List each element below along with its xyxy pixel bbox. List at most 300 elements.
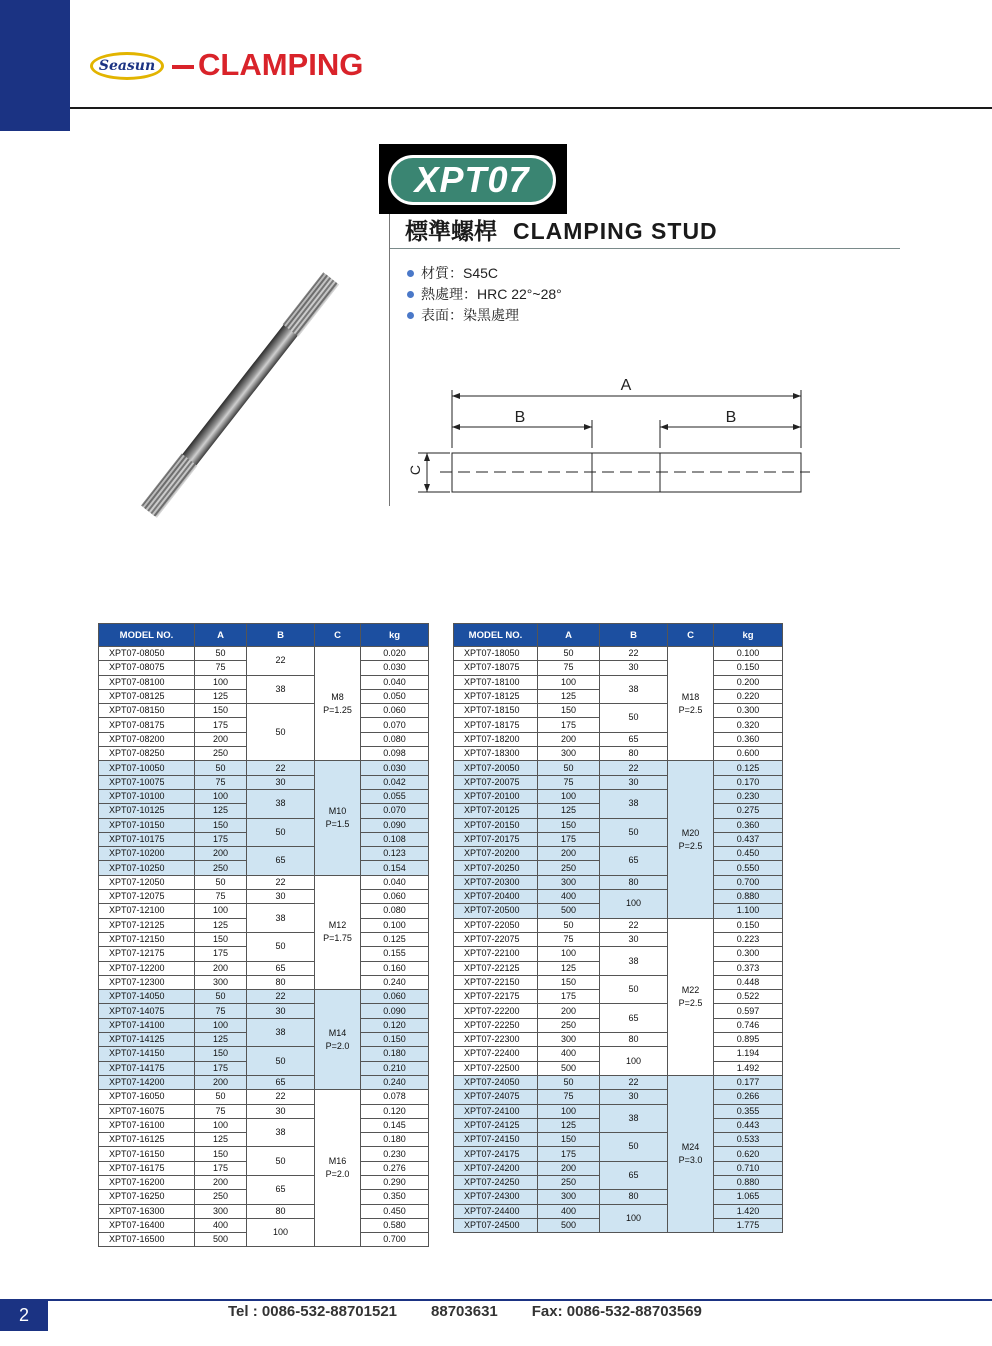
table-cell: 0.155 bbox=[361, 947, 429, 961]
table-cell: 50 bbox=[600, 818, 668, 847]
table-cell: 200 bbox=[195, 961, 247, 975]
table-cell: 0.450 bbox=[361, 1204, 429, 1218]
table-cell: 1.065 bbox=[714, 1190, 783, 1204]
table-cell: XPT07-20100 bbox=[454, 789, 538, 803]
table-header-cell: B bbox=[600, 624, 668, 647]
table-row bbox=[454, 947, 783, 961]
table-cell: XPT07-18200 bbox=[454, 732, 538, 746]
table-cell: 0.108 bbox=[361, 832, 429, 846]
table-cell: 0.230 bbox=[361, 1147, 429, 1161]
table-cell: 0.040 bbox=[361, 875, 429, 889]
table-cell: 0.042 bbox=[361, 775, 429, 789]
table-row bbox=[454, 1004, 783, 1018]
table-cell: XPT07-08075 bbox=[99, 661, 195, 675]
table-cell: M14 P=2.0 bbox=[315, 990, 361, 1090]
table-cell: 300 bbox=[538, 747, 600, 761]
table-cell: 250 bbox=[195, 861, 247, 875]
table-cell: 150 bbox=[538, 704, 600, 718]
table-cell: 0.597 bbox=[714, 1004, 783, 1018]
spec-list bbox=[407, 263, 562, 326]
table-cell: 0.060 bbox=[361, 990, 429, 1004]
table-cell: 50 bbox=[600, 704, 668, 733]
table-cell: 0.360 bbox=[714, 732, 783, 746]
table-cell: 65 bbox=[600, 1004, 668, 1033]
table-cell: 0.600 bbox=[714, 747, 783, 761]
table-cell: 400 bbox=[538, 890, 600, 904]
label-b-left: B bbox=[514, 409, 526, 426]
table-cell: 0.220 bbox=[714, 689, 783, 703]
table-cell: 300 bbox=[538, 1033, 600, 1047]
table-cell: 75 bbox=[538, 775, 600, 789]
table-cell: XPT07-16200 bbox=[99, 1175, 195, 1189]
table-cell: 0.276 bbox=[361, 1161, 429, 1175]
table-row bbox=[454, 1161, 783, 1175]
table-cell: 250 bbox=[538, 861, 600, 875]
table-row bbox=[99, 1047, 429, 1061]
table-cell: 1.775 bbox=[714, 1218, 783, 1232]
table-header-cell: kg bbox=[361, 624, 429, 647]
table-row bbox=[99, 1118, 429, 1132]
table-cell: 200 bbox=[195, 732, 247, 746]
table-cell: 38 bbox=[247, 904, 315, 933]
table-cell: XPT07-14150 bbox=[99, 1047, 195, 1061]
label-a: A bbox=[620, 377, 632, 394]
table-cell: 0.020 bbox=[361, 647, 429, 661]
table-cell: XPT07-20125 bbox=[454, 804, 538, 818]
table-row bbox=[99, 818, 429, 832]
table-cell: XPT07-20250 bbox=[454, 861, 538, 875]
table-cell: 75 bbox=[195, 1104, 247, 1118]
table-cell: 50 bbox=[247, 704, 315, 761]
table-cell: 0.123 bbox=[361, 847, 429, 861]
table-cell: XPT07-12125 bbox=[99, 918, 195, 932]
table-row bbox=[99, 990, 429, 1004]
table-cell: 75 bbox=[538, 932, 600, 946]
table-cell: 0.125 bbox=[361, 932, 429, 946]
table-cell: 0.443 bbox=[714, 1118, 783, 1132]
table-cell: M10 P=1.5 bbox=[315, 761, 361, 875]
table-cell: 0.154 bbox=[361, 861, 429, 875]
table-cell: XPT07-16125 bbox=[99, 1133, 195, 1147]
table-cell: XPT07-12200 bbox=[99, 961, 195, 975]
table-cell: XPT07-12300 bbox=[99, 975, 195, 989]
table-cell: 0.150 bbox=[361, 1033, 429, 1047]
table-cell: 0.240 bbox=[361, 975, 429, 989]
table-cell: 100 bbox=[600, 1047, 668, 1076]
table-cell: XPT07-16150 bbox=[99, 1147, 195, 1161]
table-cell: 300 bbox=[538, 1190, 600, 1204]
table-cell: 150 bbox=[195, 1147, 247, 1161]
table-cell: 400 bbox=[195, 1218, 247, 1232]
table-cell: 30 bbox=[600, 1090, 668, 1104]
table-cell: 65 bbox=[247, 1175, 315, 1204]
table-cell: XPT07-20075 bbox=[454, 775, 538, 789]
table-cell: XPT07-12100 bbox=[99, 904, 195, 918]
table-cell: 50 bbox=[538, 1075, 600, 1089]
table-cell: 200 bbox=[538, 1161, 600, 1175]
table-cell: XPT07-22500 bbox=[454, 1061, 538, 1075]
table-row bbox=[99, 904, 429, 918]
table-cell: 0.080 bbox=[361, 904, 429, 918]
table-cell: 75 bbox=[195, 661, 247, 675]
table-cell: 0.448 bbox=[714, 975, 783, 989]
footer-rule bbox=[0, 1299, 992, 1301]
table-cell: 30 bbox=[247, 1104, 315, 1118]
table-cell: 250 bbox=[195, 1190, 247, 1204]
table-cell: XPT07-24200 bbox=[454, 1161, 538, 1175]
table-header-cell: C bbox=[668, 624, 714, 647]
table-cell: 0.895 bbox=[714, 1033, 783, 1047]
table-cell: 200 bbox=[538, 847, 600, 861]
table-row bbox=[99, 847, 429, 861]
table-cell: M22 P=2.5 bbox=[668, 918, 714, 1075]
spec-table-right bbox=[453, 623, 783, 1233]
table-cell: XPT07-20500 bbox=[454, 904, 538, 918]
table-cell: 150 bbox=[538, 975, 600, 989]
table-cell: XPT07-24175 bbox=[454, 1147, 538, 1161]
table-row bbox=[454, 1190, 783, 1204]
table-cell: 0.290 bbox=[361, 1175, 429, 1189]
table-row bbox=[99, 675, 429, 689]
table-cell: XPT07-22075 bbox=[454, 932, 538, 946]
table-cell: 100 bbox=[195, 1118, 247, 1132]
table-cell: 400 bbox=[538, 1204, 600, 1218]
table-cell: 0.100 bbox=[714, 647, 783, 661]
table-cell: XPT07-24050 bbox=[454, 1075, 538, 1089]
table-cell: 75 bbox=[195, 890, 247, 904]
table-cell: 65 bbox=[600, 1161, 668, 1190]
table-cell: 150 bbox=[538, 1133, 600, 1147]
table-cell: 50 bbox=[195, 990, 247, 1004]
table-row bbox=[99, 789, 429, 803]
table-cell: XPT07-08175 bbox=[99, 718, 195, 732]
table-cell: 100 bbox=[538, 789, 600, 803]
fax: Fax: 0086-532-88703569 bbox=[531, 1303, 702, 1320]
table-cell: 125 bbox=[538, 1118, 600, 1132]
table-cell: XPT07-10100 bbox=[99, 789, 195, 803]
table-cell: XPT07-16100 bbox=[99, 1118, 195, 1132]
table-row bbox=[99, 761, 429, 775]
stud-photo bbox=[95, 250, 375, 540]
table-cell: 50 bbox=[195, 761, 247, 775]
table-cell: XPT07-10175 bbox=[99, 832, 195, 846]
table-cell: 0.120 bbox=[361, 1018, 429, 1032]
table-cell: 30 bbox=[600, 932, 668, 946]
table-cell: 0.880 bbox=[714, 1175, 783, 1189]
table-cell: XPT07-18175 bbox=[454, 718, 538, 732]
table-cell: 0.150 bbox=[714, 661, 783, 675]
table-cell: 0.437 bbox=[714, 832, 783, 846]
table-cell: 0.090 bbox=[361, 818, 429, 832]
table-cell: 150 bbox=[538, 818, 600, 832]
table-cell: XPT07-18100 bbox=[454, 675, 538, 689]
table-row bbox=[99, 1175, 429, 1189]
table-cell: 0.300 bbox=[714, 947, 783, 961]
table-row bbox=[454, 732, 783, 746]
dimension-drawing bbox=[400, 370, 820, 505]
table-cell: XPT07-20175 bbox=[454, 832, 538, 846]
table-cell: XPT07-18150 bbox=[454, 704, 538, 718]
model-code: XPT07 bbox=[414, 159, 530, 200]
table-cell: XPT07-12075 bbox=[99, 890, 195, 904]
table-cell: 22 bbox=[247, 647, 315, 676]
table-cell: 38 bbox=[247, 675, 315, 704]
table-row bbox=[99, 775, 429, 789]
title-en: CLAMPING STUD bbox=[513, 218, 718, 244]
table-cell: 300 bbox=[195, 975, 247, 989]
table-cell: XPT07-14200 bbox=[99, 1075, 195, 1089]
table-cell: 0.070 bbox=[361, 718, 429, 732]
table-cell: 65 bbox=[247, 1075, 315, 1089]
bullet-icon bbox=[407, 270, 414, 277]
table-cell: 0.300 bbox=[714, 704, 783, 718]
table-cell: 30 bbox=[600, 661, 668, 675]
table-cell: 0.170 bbox=[714, 775, 783, 789]
table-cell: XPT07-18300 bbox=[454, 747, 538, 761]
table-cell: XPT07-10200 bbox=[99, 847, 195, 861]
table-cell: 38 bbox=[600, 789, 668, 818]
tel-2: 88703631 bbox=[431, 1303, 498, 1320]
table-row bbox=[454, 761, 783, 775]
table-cell: 80 bbox=[600, 1190, 668, 1204]
table-cell: 0.090 bbox=[361, 1004, 429, 1018]
table-cell: 150 bbox=[195, 818, 247, 832]
table-cell: 0.373 bbox=[714, 961, 783, 975]
table-row bbox=[454, 704, 783, 718]
table-row bbox=[99, 1147, 429, 1161]
table-cell: 75 bbox=[195, 1004, 247, 1018]
table-cell: M20 P=2.5 bbox=[668, 761, 714, 918]
table-cell: 80 bbox=[600, 747, 668, 761]
table-cell: 125 bbox=[195, 918, 247, 932]
corner-block bbox=[0, 0, 70, 131]
table-cell: 50 bbox=[600, 975, 668, 1004]
table-cell: XPT07-12150 bbox=[99, 932, 195, 946]
table-cell: XPT07-22250 bbox=[454, 1018, 538, 1032]
table-cell: XPT07-14050 bbox=[99, 990, 195, 1004]
table-cell: XPT07-22125 bbox=[454, 961, 538, 975]
table-cell: 50 bbox=[538, 761, 600, 775]
table-cell: 200 bbox=[195, 1075, 247, 1089]
brand-logo bbox=[90, 52, 164, 80]
table-cell: 0.533 bbox=[714, 1133, 783, 1147]
table-cell: 1.100 bbox=[714, 904, 783, 918]
table-row bbox=[99, 1218, 429, 1232]
table-cell: 22 bbox=[247, 875, 315, 889]
table-cell: 1.194 bbox=[714, 1047, 783, 1061]
table-cell: 0.266 bbox=[714, 1090, 783, 1104]
table-cell: 200 bbox=[195, 1175, 247, 1189]
table-cell: XPT07-20200 bbox=[454, 847, 538, 861]
table-cell: 175 bbox=[538, 718, 600, 732]
table-cell: 175 bbox=[195, 832, 247, 846]
table-row bbox=[454, 890, 783, 904]
brand-dash bbox=[172, 65, 194, 69]
model-badge bbox=[388, 155, 556, 205]
table-cell: 200 bbox=[195, 847, 247, 861]
table-cell: 300 bbox=[195, 1204, 247, 1218]
table-cell: 0.240 bbox=[361, 1075, 429, 1089]
table-cell: 0.210 bbox=[361, 1061, 429, 1075]
table-cell: 0.580 bbox=[361, 1218, 429, 1232]
table-row bbox=[454, 1204, 783, 1218]
page-number: 2 bbox=[0, 1299, 48, 1331]
table-row bbox=[454, 1033, 783, 1047]
table-cell: XPT07-22200 bbox=[454, 1004, 538, 1018]
table-cell: 100 bbox=[195, 675, 247, 689]
table-cell: 30 bbox=[600, 775, 668, 789]
table-cell: 0.275 bbox=[714, 804, 783, 818]
table-cell: XPT07-12050 bbox=[99, 875, 195, 889]
table-cell: 38 bbox=[600, 1104, 668, 1133]
table-cell: 22 bbox=[600, 1075, 668, 1089]
table-row bbox=[454, 675, 783, 689]
table-cell: XPT07-12175 bbox=[99, 947, 195, 961]
table-row bbox=[454, 747, 783, 761]
table-row bbox=[99, 890, 429, 904]
table-cell: 0.100 bbox=[361, 918, 429, 932]
table-cell: 75 bbox=[538, 661, 600, 675]
table-cell: XPT07-10125 bbox=[99, 804, 195, 818]
table-header-cell: C bbox=[315, 624, 361, 647]
table-cell: 0.080 bbox=[361, 732, 429, 746]
table-cell: XPT07-16050 bbox=[99, 1090, 195, 1104]
table-cell: 500 bbox=[195, 1233, 247, 1247]
table-cell: 50 bbox=[247, 1047, 315, 1076]
table-cell: 0.030 bbox=[361, 761, 429, 775]
table-cell: XPT07-18125 bbox=[454, 689, 538, 703]
table-cell: M16 P=2.0 bbox=[315, 1090, 361, 1247]
table-cell: M18 P=2.5 bbox=[668, 647, 714, 761]
table-cell: 0.078 bbox=[361, 1090, 429, 1104]
table-cell: 100 bbox=[538, 1104, 600, 1118]
table-cell: XPT07-16175 bbox=[99, 1161, 195, 1175]
table-cell: 50 bbox=[600, 1133, 668, 1162]
table-cell: 0.030 bbox=[361, 661, 429, 675]
table-cell: 175 bbox=[195, 947, 247, 961]
table-cell: 175 bbox=[195, 718, 247, 732]
table-cell: 0.177 bbox=[714, 1075, 783, 1089]
table-cell: 125 bbox=[538, 689, 600, 703]
logo-text: Seasun bbox=[98, 58, 156, 74]
table-cell: 80 bbox=[600, 1033, 668, 1047]
spec-item: 材質：S45C bbox=[407, 263, 562, 284]
table-cell: XPT07-22400 bbox=[454, 1047, 538, 1061]
table-cell: 30 bbox=[247, 775, 315, 789]
table-cell: 100 bbox=[538, 947, 600, 961]
table-cell: 22 bbox=[600, 647, 668, 661]
table-cell: XPT07-16500 bbox=[99, 1233, 195, 1247]
table-row bbox=[99, 1090, 429, 1104]
table-cell: XPT07-18050 bbox=[454, 647, 538, 661]
table-cell: XPT07-24500 bbox=[454, 1218, 538, 1232]
table-cell: XPT07-08050 bbox=[99, 647, 195, 661]
table-cell: 0.710 bbox=[714, 1161, 783, 1175]
table-cell: 0.180 bbox=[361, 1047, 429, 1061]
table-row bbox=[99, 704, 429, 718]
table-cell: XPT07-18075 bbox=[454, 661, 538, 675]
table-cell: 0.180 bbox=[361, 1133, 429, 1147]
table-row bbox=[99, 1075, 429, 1089]
table-cell: XPT07-16075 bbox=[99, 1104, 195, 1118]
table-cell: 0.700 bbox=[361, 1233, 429, 1247]
table-cell: XPT07-10050 bbox=[99, 761, 195, 775]
table-header-cell: MODEL NO. bbox=[99, 624, 195, 647]
table-row bbox=[454, 818, 783, 832]
table-cell: XPT07-16300 bbox=[99, 1204, 195, 1218]
table-cell: XPT07-08125 bbox=[99, 689, 195, 703]
table-cell: XPT07-20150 bbox=[454, 818, 538, 832]
table-cell: XPT07-22150 bbox=[454, 975, 538, 989]
table-cell: XPT07-16400 bbox=[99, 1218, 195, 1232]
table-cell: 125 bbox=[538, 961, 600, 975]
spec-table-left bbox=[98, 623, 429, 1247]
title-cn: 標準螺桿 bbox=[405, 218, 497, 244]
table-cell: M8 P=1.25 bbox=[315, 647, 361, 761]
table-cell: 150 bbox=[195, 1047, 247, 1061]
table-row bbox=[99, 1104, 429, 1118]
table-row bbox=[99, 1018, 429, 1032]
table-cell: 100 bbox=[195, 904, 247, 918]
table-header-cell: B bbox=[247, 624, 315, 647]
table-cell: 0.880 bbox=[714, 890, 783, 904]
table-cell: 50 bbox=[247, 818, 315, 847]
table-cell: XPT07-22100 bbox=[454, 947, 538, 961]
table-row bbox=[454, 1047, 783, 1061]
bullet-icon bbox=[407, 291, 414, 298]
table-cell: 500 bbox=[538, 1061, 600, 1075]
table-cell: 400 bbox=[538, 1047, 600, 1061]
table-cell: 100 bbox=[538, 675, 600, 689]
table-header-cell: A bbox=[538, 624, 600, 647]
title-rule bbox=[390, 248, 900, 249]
table-cell: 175 bbox=[538, 1147, 600, 1161]
table-row bbox=[99, 875, 429, 889]
table-header-cell: A bbox=[195, 624, 247, 647]
table-cell: 75 bbox=[195, 775, 247, 789]
table-cell: 125 bbox=[195, 689, 247, 703]
divider-rule bbox=[389, 214, 390, 506]
bullet-icon bbox=[407, 312, 414, 319]
table-cell: 150 bbox=[195, 932, 247, 946]
table-row bbox=[99, 1004, 429, 1018]
table-cell: 0.160 bbox=[361, 961, 429, 975]
table-cell: XPT07-24250 bbox=[454, 1175, 538, 1189]
table-cell: 50 bbox=[195, 1090, 247, 1104]
table-cell: 65 bbox=[247, 847, 315, 876]
table-cell: 65 bbox=[600, 847, 668, 876]
table-cell: 100 bbox=[600, 1204, 668, 1233]
table-cell: M12 P=1.75 bbox=[315, 875, 361, 989]
table-cell: XPT07-20050 bbox=[454, 761, 538, 775]
table-cell: XPT07-14125 bbox=[99, 1033, 195, 1047]
table-cell: 0.360 bbox=[714, 818, 783, 832]
table-row bbox=[454, 847, 783, 861]
table-cell: 0.055 bbox=[361, 789, 429, 803]
table-cell: 0.522 bbox=[714, 990, 783, 1004]
table-cell: XPT07-20300 bbox=[454, 875, 538, 889]
table-cell: XPT07-08150 bbox=[99, 704, 195, 718]
table-cell: 500 bbox=[538, 904, 600, 918]
table-row bbox=[99, 975, 429, 989]
table-cell: XPT07-08100 bbox=[99, 675, 195, 689]
table-cell: 1.492 bbox=[714, 1061, 783, 1075]
table-cell: 38 bbox=[247, 1018, 315, 1047]
table-cell: 0.350 bbox=[361, 1190, 429, 1204]
table-cell: 80 bbox=[247, 1204, 315, 1218]
table-cell: 500 bbox=[538, 1218, 600, 1232]
table-cell: 200 bbox=[538, 732, 600, 746]
